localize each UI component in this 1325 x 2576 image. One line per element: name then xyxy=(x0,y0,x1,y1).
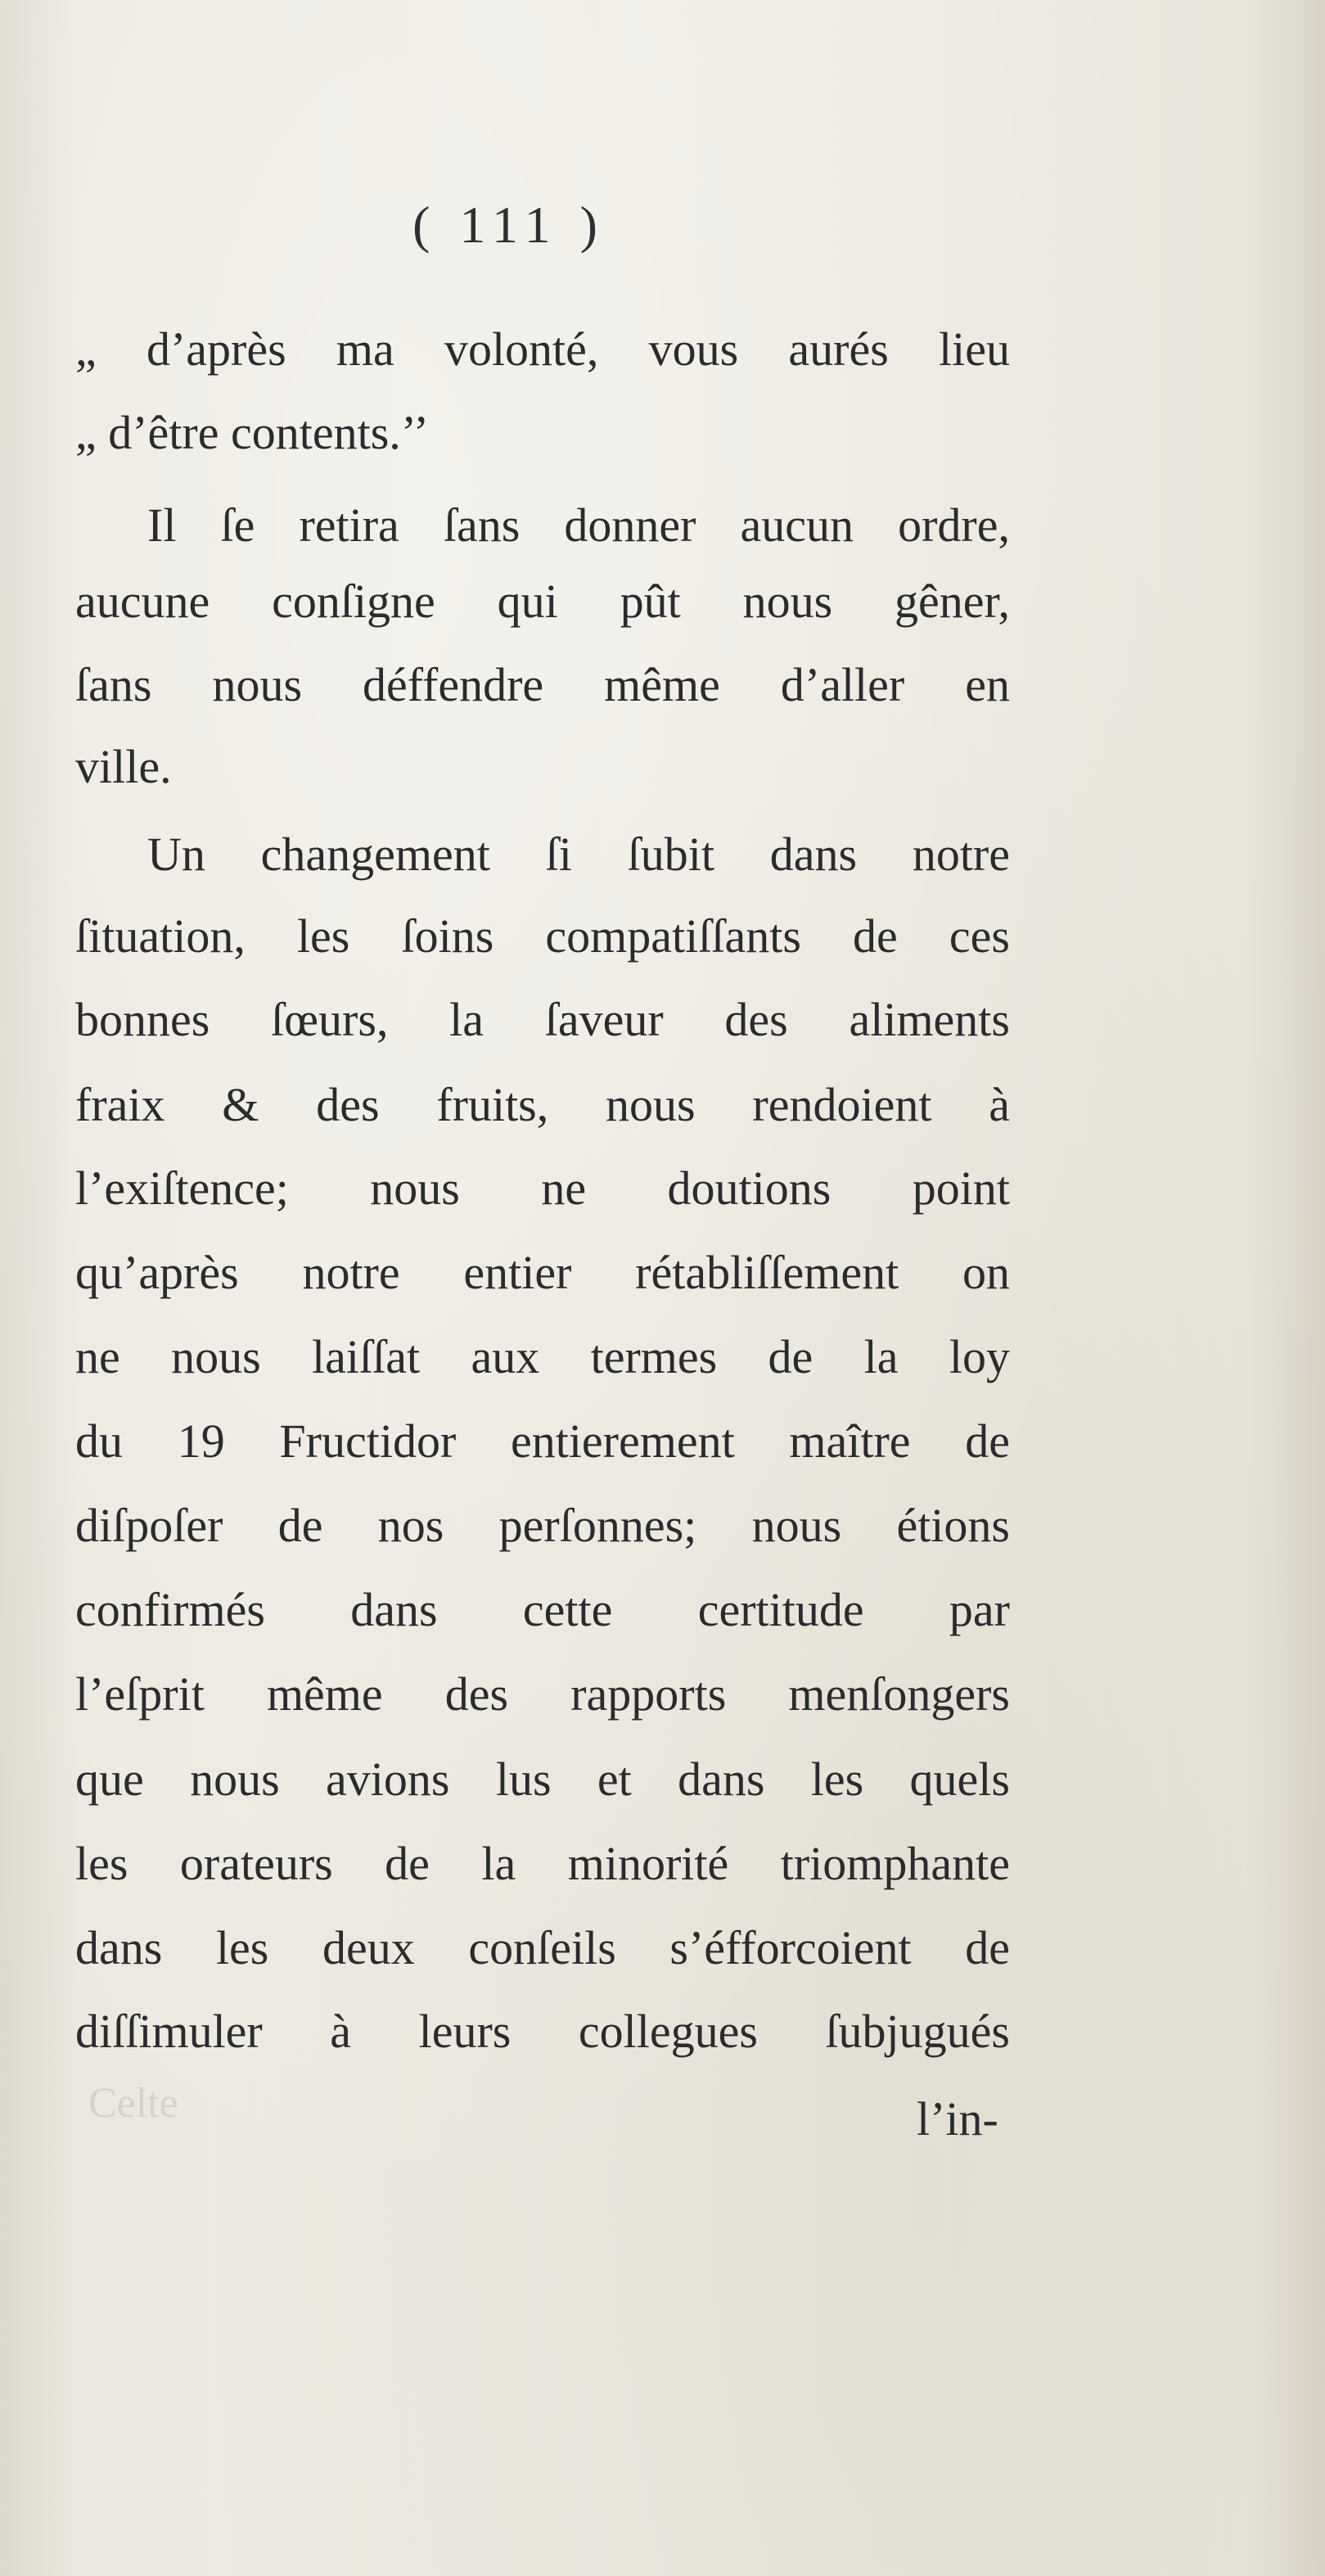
catchword: l’in- xyxy=(917,2092,998,2145)
text-line-6: ville. xyxy=(75,740,172,793)
text-line-4: aucune conſigne qui pût nous gêner, xyxy=(75,575,1010,628)
text-line-10: fraix & des fruits, nous rendoient à xyxy=(75,1078,1010,1131)
bleed-through-text: Celte xyxy=(88,2080,178,2127)
text-line-5: ſans nous déffendre même d’aller en xyxy=(75,658,1010,711)
text-line-12: qu’après notre entier rétabliſſement on xyxy=(75,1246,1010,1299)
text-line-17: l’eſprit même des rapports menſongers xyxy=(75,1667,1010,1721)
text-line-11: l’exiſtence; nous ne doutions point xyxy=(75,1162,1010,1215)
text-line-19: les orateurs de la minorité triomphante xyxy=(75,1837,1010,1890)
text-line-15: diſpoſer de nos perſonnes; nous étions xyxy=(75,1499,1010,1552)
text-line-3: Il ſe retira ſans donner aucun ordre, xyxy=(147,499,1010,552)
text-line-21: diſſimuler à leurs collegues ſubjugués xyxy=(75,2005,1010,2058)
text-line-8: ſituation, les ſoins compatiſſants de ces xyxy=(75,909,1010,963)
text-line-1: „ d’après ma volonté, vous aurés lieu xyxy=(75,323,1010,376)
text-line-18: que nous avions lus et dans les quels xyxy=(75,1753,1010,1806)
text-line-16: confirmés dans cette certitude par xyxy=(75,1583,1010,1636)
page-number: ( 111 ) xyxy=(412,196,606,254)
text-line-14: du 19 Fructidor entierement maître de xyxy=(75,1414,1010,1468)
text-line-20: dans les deux conſeils s’éfforcoient de xyxy=(75,1921,1010,1974)
text-line-13: ne nous laiſſat aux termes de la loy xyxy=(75,1330,1010,1383)
text-line-7: Un changement ſi ſubit dans notre xyxy=(147,828,1010,881)
text-line-9: bonnes ſœurs, la ſaveur des aliments xyxy=(75,993,1010,1046)
text-line-2: „ d’être contents.’’ xyxy=(75,406,430,459)
